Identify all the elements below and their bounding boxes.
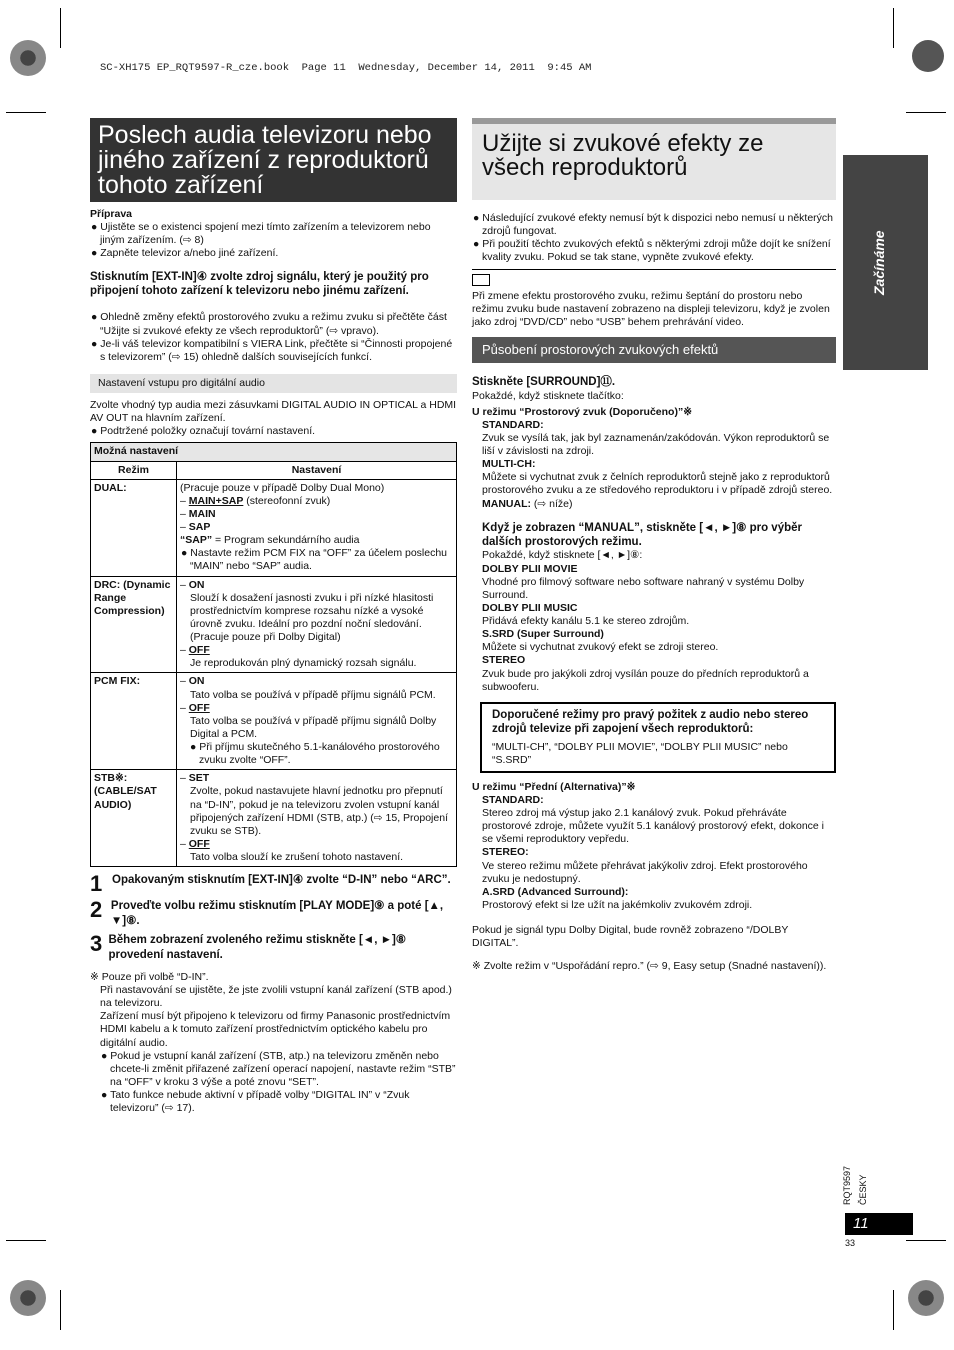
step-2: 2 Proveďte volbu režimu stisknutím [PLAY MODE]⑨ a poté [▲, ▼]⑧. <box>90 897 444 928</box>
mode-heading: U režimu “Přední (Alternativa)”※ <box>472 780 636 793</box>
print-header: SC-XH175 EP_RQT9597-R_cze.book Page 11 Wednesday, December 14, 2011 9:45 AM <box>100 62 592 74</box>
crop-mark-tl <box>10 40 46 76</box>
recommend-box <box>480 702 836 773</box>
right-page-title: Užijte si zvukové efekty ze všech reproduktorů <box>472 118 836 200</box>
crop-mark-br <box>908 1280 944 1316</box>
crop-mark-tr <box>912 40 944 72</box>
dual-bullet: ● Nastavte režim PCM FIX na “OFF” za účelem poslechu “MAIN” nebo “SAP” audia. <box>181 547 448 573</box>
note-block <box>472 269 836 329</box>
table-row <box>91 576 457 673</box>
mode-heading: U režimu “Prostorový zvuk (Doporučeno)”※ <box>472 405 692 418</box>
priprava-label: Příprava <box>90 208 133 220</box>
note-item: ● Je-li váš televizor kompatibilní s VIERA Link, přečtěte si “Činnosti propojené s televizorem” (⇨ 15) ohledně dalších souvisejících funkcí. <box>91 337 453 363</box>
mode-desc: Ve stereo režimu můžete přehrávat jakýkoliv zdroj. Efekt prostorového zvuku je nedostupný. <box>482 859 808 885</box>
page-number: 11 <box>845 1213 913 1235</box>
reg-line-left-b <box>6 1240 46 1241</box>
intro-bullet: ● Následující zvukové efekty nemusí být k dispozici nebo nemusí u některých zdrojů fungovat. <box>473 212 834 238</box>
manual-sub: Pokaždé, když stisknete [◄, ►]⑧: <box>482 549 643 562</box>
reg-line-left <box>6 112 46 113</box>
section-heading: Nastavení vstupu pro digitální audio <box>90 374 457 393</box>
step-3: 3 Během zobrazení zvoleného režimu stiskněte [◄, ►]⑧ provedení nastavení. <box>90 931 407 961</box>
table-cell-setting: – ON Slouží k dosažení jasnosti zvuku i při nízké hlasitosti prostřednictvím komprese rozsahu nízké a vysoké úrovně zvuku. Ideální pro pozdní noční sledování. (Pracuje pouze při Dolby Digital) – OFF Je reprodukován plný dynamický rozsah signálu. <box>177 576 457 673</box>
footnote: ※ Zvolte režim v “Uspořádání repro.” (⇨ 9, Easy setup (Snadné nastavení)). <box>472 960 827 973</box>
dual-note: (Pracuje pouze v případě Dolby Dual Mono) <box>180 481 385 494</box>
table-cell-setting <box>177 479 457 576</box>
box-title: Doporučené režimy pro pravý požitek z audio nebo stereo zdrojů televize při zapojení všech reproduktorů: <box>492 708 809 736</box>
lang-label: ČESKY <box>858 1174 868 1205</box>
pcm-bullet: ● Při příjmu skutečného 5.1-kanálového prostorového zvuku zvolte “OFF”. <box>190 741 440 767</box>
section-bullet: ● Podtržené položky označují tovární nastavení. <box>91 425 316 438</box>
reg-line-top <box>60 8 61 48</box>
manual-instruction: Když je zobrazen “MANUAL”, stiskněte [◄, ►]⑧ pro výběr dalších prostorových režimu. <box>482 521 802 548</box>
dual-option: – MAIN <box>180 507 216 520</box>
pcm-on: ON <box>188 675 205 688</box>
note-icon <box>472 274 490 286</box>
main-instruction: Stisknutím [EXT-IN]④ zvolte zdroj signálu, který je použitý pro připojení tohoto zařízení k televizoru nebo jinému zařízení. <box>90 270 429 298</box>
dual-option: – SAP <box>180 521 211 533</box>
press-sub: Pokaždé, když stisknete tlačítko: <box>472 389 624 402</box>
note-item: ● Ohledně změny efektů prostorového zvuku a režimu zvuku si přečtěte část “Užijte si zvukové efekty ze všech reproduktorů” (⇨ vpravo). <box>91 311 447 337</box>
prep-item: ● Ujistěte se o existenci spojení mezi tímto zařízením a televizorem nebo jiným zařízením. (⇨ 8) <box>91 221 431 247</box>
side-tab <box>843 155 928 370</box>
mode-desc: Zvuk bude pro jakýkoli zdroj vysílán pouze do předních reproduktorů a subwooferu. <box>482 667 809 693</box>
table-cell-setting: – ON Tato volba se používá v případě příjmu signálů PCM. – OFF Tato volba se používá v případě příjmu signálů Dolby Digital a PCM. ● Při příjmu skutečného 5.1-kanálového prostorového zvuku zvolte “OFF”. <box>177 673 457 770</box>
drc-off: OFF <box>188 644 210 657</box>
pcm-off-desc: Tato volba se používá v případě příjmu signálů Dolby Digital a PCM. <box>190 714 437 740</box>
mode-label: STANDARD: <box>482 793 544 806</box>
table-cell-mode: DRC: (Dynamic Range Compression) <box>91 576 177 673</box>
doc-code: RQT9597 <box>842 1165 852 1205</box>
table-cell-mode: DUAL: <box>91 479 177 576</box>
table-row <box>91 479 457 576</box>
mode-label: STEREO: <box>482 846 529 859</box>
mode-label: STEREO <box>482 654 526 667</box>
mode-desc: Vhodné pro filmový software nebo software nahraný v systému Dolby Surround. <box>482 575 805 601</box>
section-text: Zvolte vhodný typ audia mezi zásuvkami DIGITAL AUDIO IN OPTICAL a HDMI AV OUT na hlavním zařízení. <box>90 399 457 425</box>
table-cell-mode: PCM FIX: <box>91 673 177 770</box>
mode-desc: Prostorový efekt si lze užít na jakémkoliv zvukovém zdroji. <box>482 898 753 911</box>
crop-mark-bl <box>10 1280 46 1316</box>
dolby-note: Pokud je signál typu Dolby Digital, bude rovněž zobrazeno “/DOLBY DIGITAL”. <box>472 924 789 950</box>
sap-note: “SAP” = Program sekundárního audia <box>180 534 360 547</box>
side-tab-label: Začínáme <box>871 230 887 295</box>
reg-line-right <box>906 112 946 113</box>
table-col-header: Nastavení <box>177 461 457 479</box>
footnote: ※ Pouze při volbě “D-IN”. Při nastavování se ujistěte, že jste zvolili vstupní kanál zařízení (STB apod.) na televizoru. Zařízení musí být připojeno k televizoru od firmy Panasonic prostřednictvím HDMI kabelu a k tomuto zařízení prostřednictvím optického kabelu pro digitální audio. ● Pokud je vstupní kanál zařízení (STB, atp.) na televizoru změněn nebo chcete-li změnit přiřazené zařízení operací napojení, nastavte režim “STB” na “OFF” v kroku 3 výše a poté znovu “SET”. ● Tato funkce nebude aktivní v případě volby “DIGITAL IN” v “Zvuk televizoru” (⇨ 17). <box>90 970 456 1115</box>
mode-label: MULTI-CH: <box>482 458 536 471</box>
sheet-number: 33 <box>845 1238 856 1248</box>
mode-desc: Zvuk se vysílá tak, jak byl zaznamenán/zakódován. Výkon reproduktorů se liší v závislosti na zdroji. <box>482 431 830 457</box>
drc-off-desc: Je reprodukován plný dynamický rozsah signálu. <box>190 657 417 670</box>
mode-label: A.SRD (Advanced Surround): <box>482 885 629 898</box>
pcm-off: OFF <box>188 701 210 714</box>
drc-on-desc: Slouží k dosažení jasnosti zvuku i při nízké hlasitosti prostřednictvím komprese rozsahu nízké a vysoké úrovně zvuku. Ideální pro pozdní noční sledování. (Pracuje pouze při Dolby Digital) <box>190 591 434 643</box>
mode-desc: Přidává efekty kanálu 5.1 ke stereo zdrojům. <box>482 615 690 627</box>
drc-on: ON <box>188 578 205 591</box>
stb-set-desc: Zvolte, pokud nastavujete hlavní jednotku pro přepnutí na “D-IN”, pokud je na televizoru zvolen vstupní kanál připojených zařízení HDMI (STB, atp.) (⇨ 15, Propojení zvuku se STB). <box>190 785 448 837</box>
dual-option: – MAIN+SAP (stereofonní zvuk) <box>180 494 331 507</box>
mode-desc: Můžete si vychutnat zvuk z čelních reproduktorů stejně jako z reproduktorů prostorového zvuku a ze středového reproduktoru i v případě zdrojů stereo. <box>482 471 833 497</box>
mode-label: DOLBY PLII MUSIC <box>482 601 578 614</box>
pcm-on-desc: Tato volba se používá v případě příjmu signálů PCM. <box>190 688 436 701</box>
manual-line: MANUAL: (⇨ níže) <box>482 497 573 510</box>
reg-line-bot <box>60 1290 61 1330</box>
mode-desc: Můžete si vychutnat zvukový efekt se zdroji stereo. <box>482 641 719 654</box>
mode-label: S.SRD (Super Surround) <box>482 628 604 641</box>
note-text: Při zmene efektu prostorového zvuku, režimu šeptání do prostoru nebo režimu zvuku bude nastavení zobrazeno na displeji televizoru, když je zvolen jako zdroj “DVD/CD” nebo “USB” behem prehrávání video. <box>472 289 830 328</box>
press-surround: Stiskněte [SURROUND]⑪. <box>472 376 616 389</box>
mode-desc: Stereo zdroj má výstup jako 2.1 kanálový zvuk. Pokud přehráváte prostorové zdroje, můžete využít 5.1 kanálový prostorový efekt, dokonce i se všemi reproduktory vepředu. <box>482 807 825 846</box>
intro-bullet: ● Při použití těchto zvukových efektů s některými zdroji může dojít ke snížení kvality zvuku. Pokud se tak stane, vypněte zvukové efekty. <box>473 238 831 264</box>
table-cell-mode: STB※: (CABLE/SAT AUDIO) <box>91 770 177 867</box>
settings-table <box>90 442 457 867</box>
stb-off-desc: Tato volba slouží ke zrušení tohoto nastavení. <box>190 851 404 863</box>
left-page-title: Poslech audia televizoru nebo jiného zařízení z reproduktorů tohoto zařízení <box>90 118 457 202</box>
stb-off: OFF <box>188 837 210 850</box>
reg-line-bot-r <box>893 1290 894 1330</box>
box-text: “MULTI-CH”, “DOLBY PLII MOVIE”, “DOLBY PLII MUSIC” nebo “S.SRD” <box>492 740 788 766</box>
table-row <box>91 673 457 770</box>
table-caption: Možná nastavení <box>91 443 457 461</box>
table-cell-setting: – SET Zvolte, pokud nastavujete hlavní jednotku pro přepnutí na “D-IN”, pokud je na televizoru zvolen vstupní kanál připojených zařízení HDMI (STB, atp.) (⇨ 15, Propojení zvuku se STB). – OFF Tato volba slouží ke zrušení tohoto nastavení. <box>177 770 457 867</box>
right-column <box>472 212 836 973</box>
reg-line-top-r <box>893 8 894 48</box>
section-heading: Působení prostorových zvukových efektů <box>472 337 836 363</box>
prep-item: ● Zapněte televizor a/nebo jiné zařízení. <box>91 247 279 260</box>
mode-label: DOLBY PLII MOVIE <box>482 562 578 575</box>
stb-set: SET <box>188 772 210 785</box>
left-column <box>90 208 457 1115</box>
table-row <box>91 770 457 867</box>
step-1: 1 Opakovaným stisknutím [EXT-IN]④ zvolte “D-IN” nebo “ARC”. <box>90 871 451 897</box>
reg-line-right-b <box>906 1240 946 1241</box>
mode-label: STANDARD: <box>482 418 544 431</box>
table-col-header: Režim <box>91 461 177 479</box>
